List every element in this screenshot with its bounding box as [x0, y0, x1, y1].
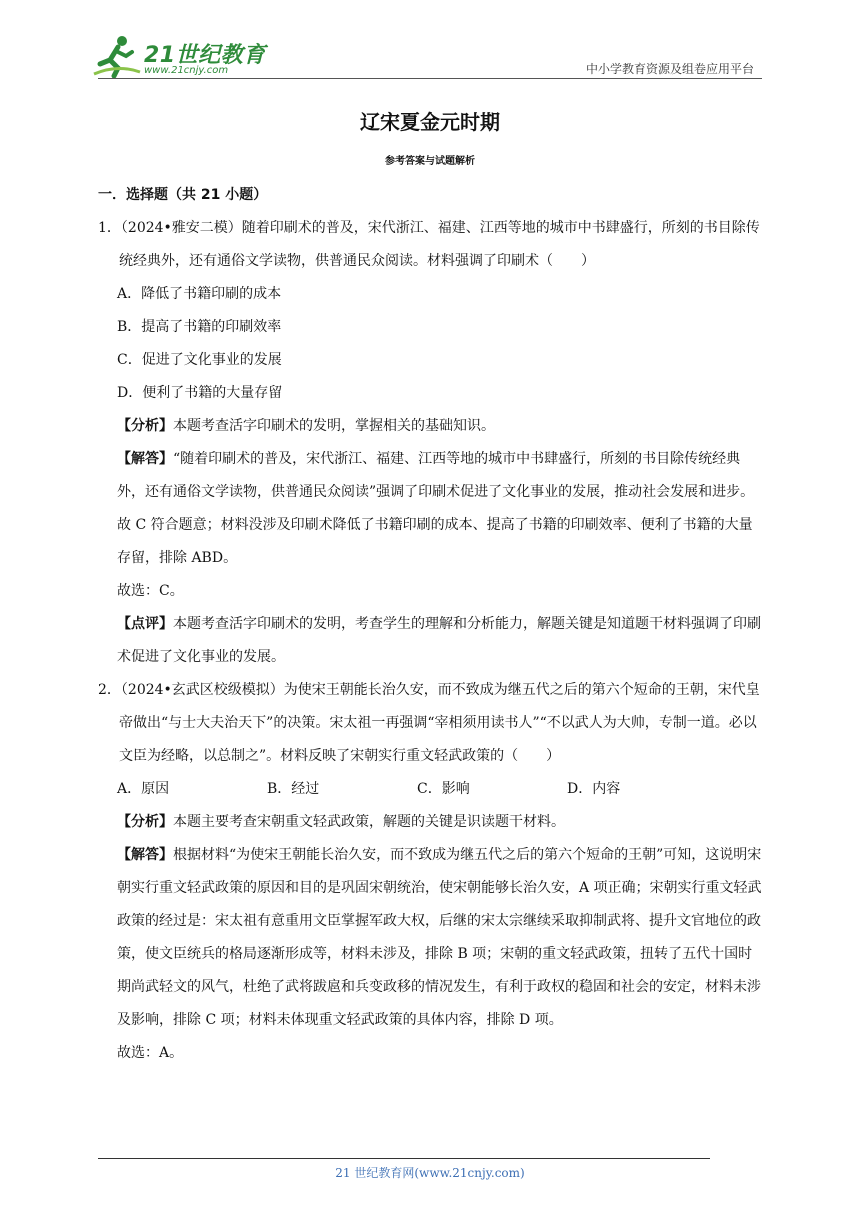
footer-link[interactable]: 21 世纪教育网(www.21cnjy.com): [335, 1166, 525, 1180]
q1-analysis-text: 本题考查活字印刷术的发明，掌握相关的基础知识。: [173, 418, 495, 434]
q2-analysis-tag: 【分析】: [117, 814, 173, 830]
header-divider: [98, 78, 762, 79]
logo-brand-text: 21世纪教育: [144, 43, 266, 68]
q2-option-b: B．经过: [267, 781, 320, 797]
page-subtitle: 参考答案与试题解析: [385, 156, 475, 167]
q2-answer-tag: 【解答】: [117, 847, 173, 863]
q1-option-c: C．促进了文化事业的发展: [117, 352, 282, 368]
q1-analysis-tag: 【分析】: [117, 418, 173, 434]
q1-choice: 故选：C。: [117, 583, 184, 599]
q2-options: [98, 773, 762, 806]
page-title: 辽宋夏金元时期: [360, 110, 500, 134]
runner-logo-icon: [92, 34, 142, 78]
q2-analysis: [98, 806, 762, 839]
logo-url-text: www.21cnjy.com: [144, 65, 229, 76]
q1-option-a: A．降低了书籍印刷的成本: [117, 286, 282, 302]
document-body: [98, 212, 762, 1070]
q2-option-c: C．影响: [417, 781, 470, 797]
q2-analysis-text: 本题主要考查宋朝重文轻武政策，解题的关键是识读题干材料。: [173, 814, 565, 830]
site-logo[interactable]: [92, 34, 266, 78]
platform-name: 中小学教育资源及组卷应用平台: [585, 62, 754, 76]
q2-option-a: A．原因: [117, 781, 170, 797]
page-header: [0, 0, 860, 80]
section-heading: 一．选择题（共 21 小题）: [98, 187, 268, 203]
q1-option-d: D．便利了书籍的大量存留: [117, 385, 283, 401]
q1-answer: [98, 443, 762, 575]
q1-comment-text: 本题考查活字印刷术的发明，考查学生的理解和分析能力，解题关键是知道题干材料强调了印刷术促进了文化事业的发展。: [117, 616, 761, 665]
question-2-stem: 2．（2024•玄武区校级模拟）为使宋王朝能长治久安，而不致成为继五代之后的第六个短命的王朝，宋代皇帝做出“与士大夫治天下”的决策。宋太祖一再强调“宰相须用读书人”“不以武人为大帅，专制一道。必以文臣为经略，以总制之”。材料反映了宋朝实行重文轻武政策的（ ）: [98, 682, 760, 764]
q2-answer-text: 根据材料“为使宋王朝能长治久安，而不致成为继五代之后的第六个短命的王朝”可知，这说明宋朝实行重文轻武政策的原因和目的是巩固宋朝统治，使宋朝能够长治久安，A 项正确；宋朝实行重文轻武政策的经过是：宋太祖有意重用文臣掌握军政大权，后继的宋太宗继续采取抑制武将、提升文官地位的政策，使文臣统兵的格局逐渐形成等，材料未涉及，排除 B 项；宋朝的重文轻武政策，扭转了五代十国时期尚武轻文的风气，杜绝了武将跋扈和兵变政移的情况发生，有利于政权的稳固和社会的安定，材料未涉及影响，排除 C 项；材料未体现重文轻武政策的具体内容，排除 D 项。: [117, 847, 762, 1028]
q1-option-b: B．提高了书籍的印刷效率: [117, 319, 282, 335]
q1-answer-tag: 【解答】: [117, 451, 173, 467]
q1-comment-tag: 【点评】: [117, 616, 173, 632]
q2-choice: 故选：A。: [117, 1045, 184, 1061]
q2-answer: [98, 839, 762, 1037]
q1-analysis: [98, 410, 762, 443]
q2-option-d: D．内容: [567, 781, 621, 797]
footer-divider: [98, 1158, 710, 1159]
q1-comment: [98, 608, 762, 674]
question-1-stem: 1．（2024•雅安二模）随着印刷术的普及，宋代浙江、福建、江西等地的城市中书肆盛行，所刻的书目除传统经典外，还有通俗文学读物，供普通民众阅读。材料强调了印刷术（ ）: [98, 220, 760, 269]
q1-answer-text: “随着印刷术的普及，宋代浙江、福建、江西等地的城市中书肆盛行，所刻的书目除传统经典外，还有通俗文学读物，供普通民众阅读”强调了印刷术促进了文化事业的发展，推动社会发展和进步。故 C 符合题意；材料没涉及印刷术降低了书籍印刷的成本、提高了书籍的印刷效率、便利了书籍的大量存留，排除 ABD。: [117, 451, 755, 566]
